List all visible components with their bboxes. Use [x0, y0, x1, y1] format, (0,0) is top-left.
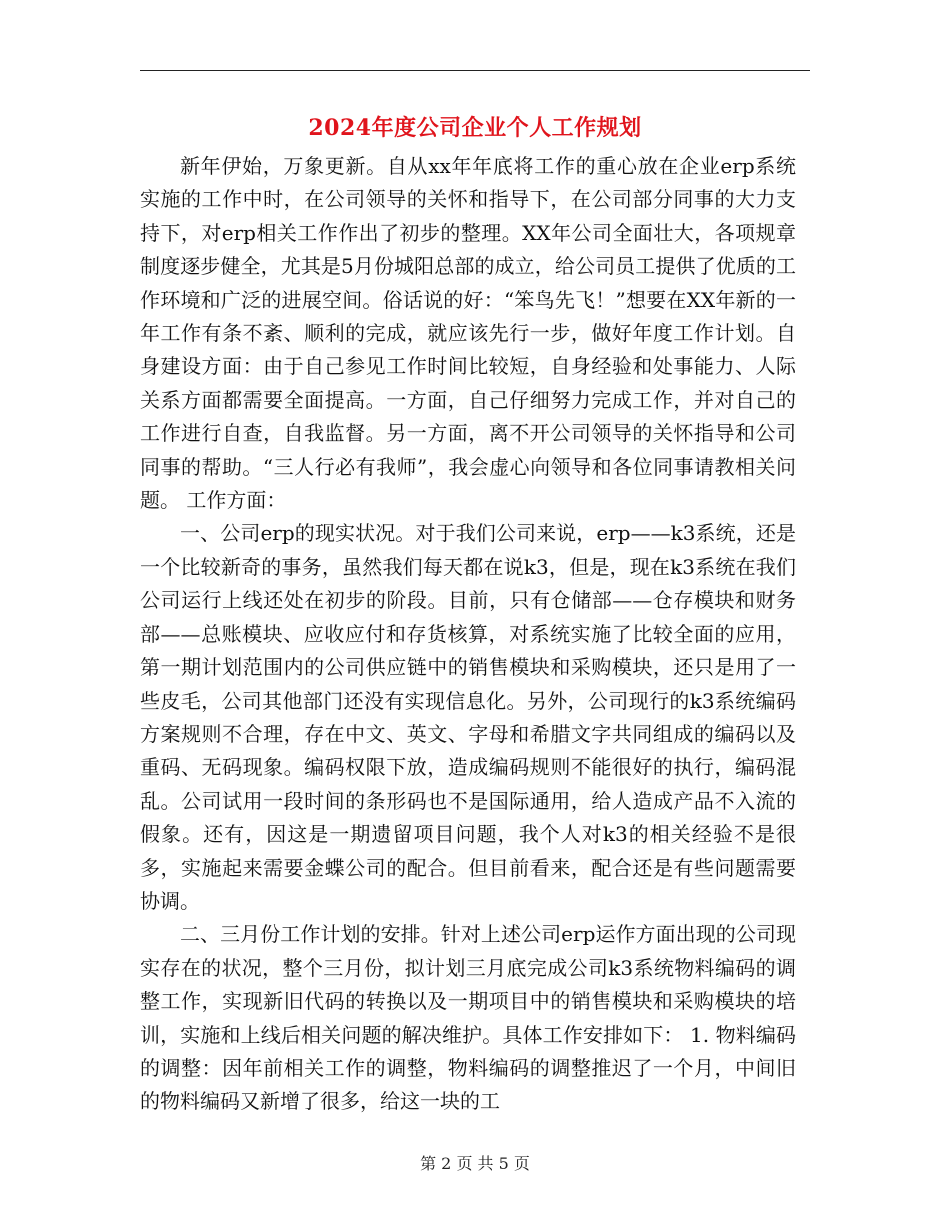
paragraph-section-two: 二、三月份工作计划的安排。针对上述公司erp运作方面出现的公司现实存在的状况，整个三月份，拟计划三月底完成公司k3系统物料编码的调整工作，实现新旧代码的转换以及一期项目中的销售模块和采购模块的培训，实施和上线后相关问题的解决维护。具体工作安排如下： 1. 物料编码的调整：因年前相关工作的调整，物料编码的调整推迟了一个月，中间旧的物料编码又新增了很多，给这一块的工	[140, 922, 796, 1114]
page-number: 第 2 页 共 5 页	[420, 1154, 530, 1173]
paragraph-intro: 新年伊始，万象更新。自从xx年年底将工作的重心放在企业erp系统实施的工作中时，在公司领导的关怀和指导下，在公司部分同事的大力支持下，对erp相关工作作出了初步的整理。XX年公司全面壮大，各项规章制度逐步健全，尤其是5月份城阳总部的成立，给公司员工提供了优质的工作环境和广泛的进展空间。俗话说的好：“笨鸟先飞！”想要在XX年新的一年工作有条不紊、顺利的完成，就应该先行一步，做好年度工作计划。自身建设方面：由于自己参见工作时间比较短，自身经验和处事能力、人际关系方面都需要全面提高。一方面，自己仔细努力完成工作，并对自己的工作进行自查，自我监督。另一方面，离不开公司领导的关怀指导和公司同事的帮助。“三人行必有我师”，我会虚心向领导和各位同事请教相关问题。 工作方面：	[140, 154, 796, 513]
document-body	[140, 150, 796, 1119]
header-rule	[140, 70, 810, 71]
paragraph-section-one: 一、公司erp的现实状况。对于我们公司来说，erp——k3系统，还是一个比较新奇的事务，虽然我们每天都在说k3，但是，现在k3系统在我们公司运行上线还处在初步的阶段。目前，只有仓储部——仓存模块和财务部——总账模块、应收应付和存货核算，对系统实施了比较全面的应用，第一期计划范围内的公司供应链中的销售模块和采购模块，还只是用了一些皮毛，公司其他部门还没有实现信息化。另外，公司现行的k3系统编码方案规则不合理，存在中文、英文、字母和希腊文字共同组成的编码以及重码、无码现象。编码权限下放，造成编码规则不能很好的执行，编码混乱。公司试用一段时间的条形码也不是国际通用，给人造成产品不入流的假象。还有，因这是一期遗留项目问题，我个人对k3的相关经验不是很多，实施起来需要金蝶公司的配合。但目前看来，配合还是有些问题需要协调。	[140, 521, 796, 913]
document-title: 2024年度公司企业个人工作规划	[308, 115, 642, 141]
